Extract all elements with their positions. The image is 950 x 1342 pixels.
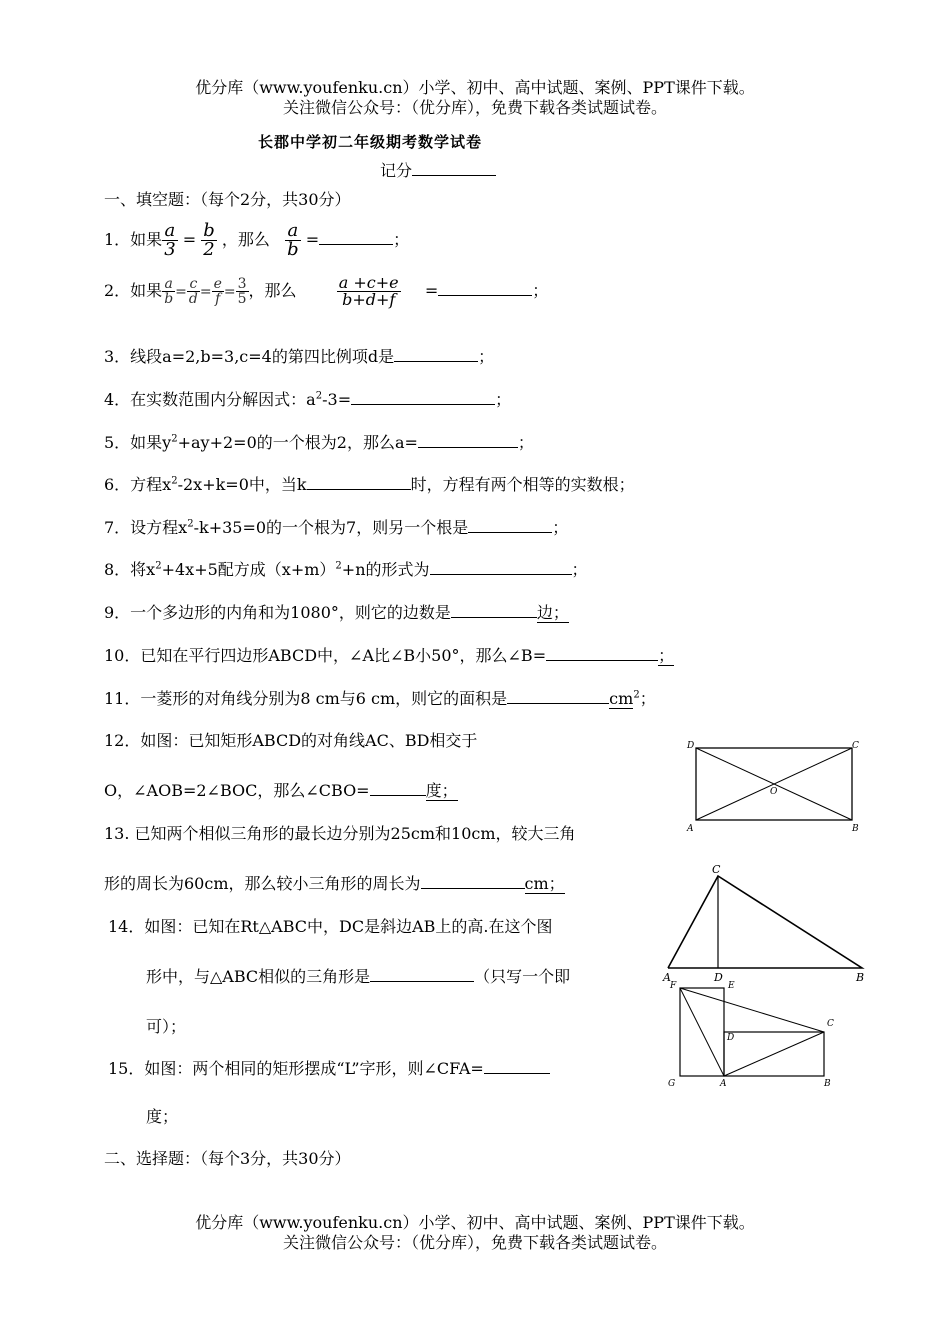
label-b: B xyxy=(856,971,865,984)
label-g: G xyxy=(668,1079,676,1089)
label-a: A xyxy=(687,824,694,834)
score-line xyxy=(380,158,496,181)
label-e: E xyxy=(728,981,735,991)
question-14-line-2: 形中，与△ABC相似的三角形是 （只写一个即 xyxy=(146,967,571,986)
question-6: 6．方程$x^2-2x+k=0$中，当k 时，方程有两个相等的实数根； xyxy=(104,475,635,494)
q12-blank[interactable] xyxy=(370,779,426,796)
question-15-line-1: 15．如图：两个相同的矩形摆成“L”字形，则∠CFA= xyxy=(108,1056,550,1079)
q2-big-fraction: $\frac{a +c+e}{b+d+f}$ xyxy=(338,273,399,309)
page-title: 长郡中学初二年级期考数学试卷 xyxy=(258,133,483,151)
q2-prefix: 2．如果 xyxy=(104,281,163,300)
segment-fa xyxy=(680,988,724,1076)
question-10: 10．已知在平行四边形ABCD中，∠A比∠B小50°，那么∠B= ； xyxy=(104,646,675,665)
q8-blank[interactable] xyxy=(430,558,572,575)
q15-blank[interactable] xyxy=(484,1057,550,1074)
question-5: 5．如果$y^2+ay+2=0$的一个根为2，那么a= ； xyxy=(104,433,534,452)
figure-right-triangle-abc xyxy=(660,862,870,986)
question-12-line-2: O，∠AOB=2∠BOC，那么∠CBO= 度； xyxy=(104,781,458,800)
q4-blank[interactable] xyxy=(351,388,495,405)
q11-blank[interactable] xyxy=(507,687,609,704)
question-13-line-2: 形的周长为60cm，那么较小三角形的周长为 cm； xyxy=(104,874,565,893)
footer-line-1: 优分库（www.youfenku.cn）小学、初中、高中试题、案例、PPT课件下载。 xyxy=(195,1213,755,1232)
q5-blank[interactable] xyxy=(418,431,518,448)
question-12-line-1: 12．如图：已知矩形ABCD的对角线AC、BD相交于 xyxy=(104,731,478,750)
q1-frac-ab: $\frac{a}{b}$ xyxy=(287,220,299,260)
label-a: A xyxy=(663,971,671,984)
question-8: 8．将$x^2+4x+5$配方成$(x+m)^2+n$的形式为 ； xyxy=(104,560,588,579)
question-15-line-2: 度； xyxy=(146,1107,179,1126)
section-2-heading: 二、选择题：（每个3分，共30分） xyxy=(104,1149,351,1168)
label-d: D xyxy=(714,971,723,984)
q13-blank[interactable] xyxy=(421,872,525,889)
question-7: 7．设方程$x^2-k+35=0$的一个根为7，则另一个根是 ； xyxy=(104,518,569,537)
label-c: C xyxy=(852,741,859,751)
label-o: O xyxy=(770,787,778,797)
figure-l-shape xyxy=(664,978,846,1090)
label-d: D xyxy=(727,1033,735,1043)
question-9: 9．一个多边形的内角和为1080°，则它的边数是 边； xyxy=(104,603,569,622)
question-14-line-1: 14．如图：已知在Rt△ABC中，DC是斜边AB上的高.在这个图 xyxy=(108,917,553,936)
label-b: B xyxy=(824,1079,831,1089)
q1-frac-a3: $\frac{a}{3}$ xyxy=(164,220,176,260)
header-line-2: 关注微信公众号：（优分库），免费下载各类试题试卷。 xyxy=(282,98,667,117)
label-b: B xyxy=(852,824,859,834)
question-4: 4．在实数范围内分解因式：$a^2-3=$ ； xyxy=(104,390,512,409)
question-11: 11．一菱形的对角线分别为8 cm与6 cm，则它的面积是 $cm^2$； xyxy=(104,689,656,708)
label-c: C xyxy=(827,1019,834,1029)
q2-blank[interactable] xyxy=(438,279,532,296)
q10-blank[interactable] xyxy=(546,644,658,661)
section-1-heading: 一、填空题：（每个2分，共30分） xyxy=(104,190,351,209)
score-label: 记分 xyxy=(380,161,413,180)
q1-prefix: 1．如果 xyxy=(104,230,163,249)
question-1: 1．如果 $\frac{a}{3}$ = $\frac{b}{2}$ ，那么 $\frac{a}{b}$ = ； xyxy=(104,220,410,260)
q9-blank[interactable] xyxy=(451,601,537,618)
header-line-1: 优分库（www.youfenku.cn）小学、初中、高中试题、案例、PPT课件下载。 xyxy=(195,78,755,97)
q3-blank[interactable] xyxy=(394,345,478,362)
segment-ac xyxy=(724,1032,824,1076)
q14-blank[interactable] xyxy=(370,965,474,982)
question-2: 2．如果 $\frac{a}{b}$ = $\frac{c}{d}$ = $\frac{e}{f}$ = $\frac{3}{5}$ ，那么 $\frac{a +c+e}{b+d+f}$ = ； xyxy=(104,273,549,309)
score-blank[interactable] xyxy=(412,159,496,176)
question-3: 3．线段a=2,b=3,c=4的第四比例项d是 ； xyxy=(104,347,495,366)
question-14-line-3: 可）； xyxy=(146,1017,187,1036)
q7-blank[interactable] xyxy=(468,516,552,533)
footer-line-2: 关注微信公众号：（优分库），免费下载各类试题试卷。 xyxy=(282,1233,667,1252)
label-d: D xyxy=(687,741,695,751)
q1-blank[interactable] xyxy=(319,228,393,245)
label-c: C xyxy=(712,863,721,876)
segment-fc xyxy=(680,988,824,1032)
triangle-abc xyxy=(668,876,862,968)
label-f: F xyxy=(670,981,677,991)
label-a: A xyxy=(720,1079,727,1089)
q6-blank[interactable] xyxy=(307,473,411,490)
figure-rectangle-abcd xyxy=(684,738,864,834)
q1-frac-b2: $\frac{b}{2}$ xyxy=(203,220,215,260)
question-13-line-1: 13. 已知两个相似三角形的最长边分别为25cm和10cm，较大三角 xyxy=(104,824,576,843)
